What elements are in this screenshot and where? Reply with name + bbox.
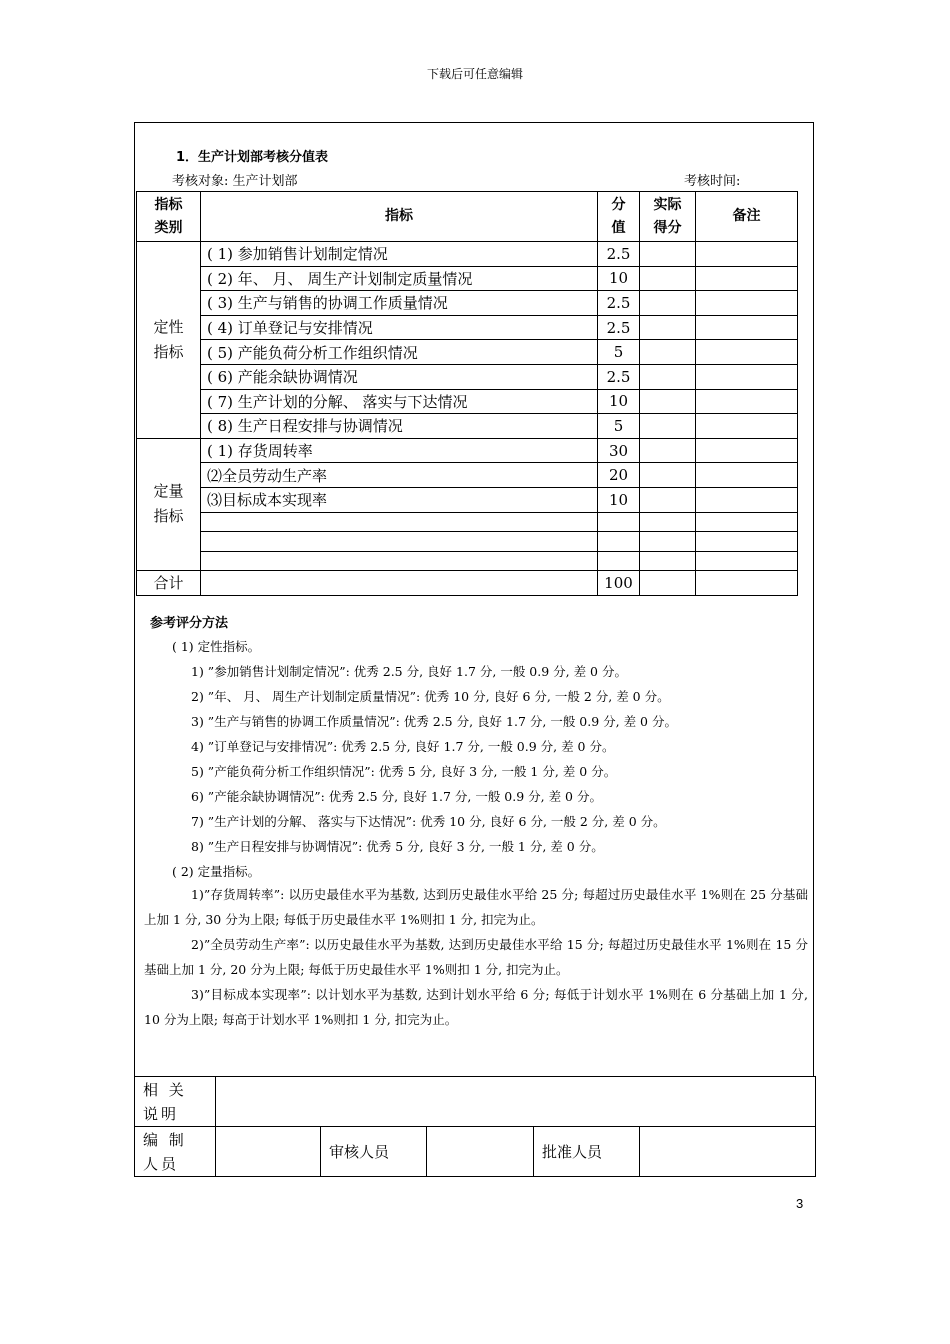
indicator-score: 2.5 — [598, 291, 640, 316]
indicator-name: ⑵全员劳动生产率 — [201, 463, 598, 488]
table-title: 1．生产计划部考核分值表 — [176, 150, 329, 165]
note-cell[interactable] — [696, 414, 798, 439]
indicator-name: ( 1) 存货周转率 — [201, 438, 598, 463]
actual-score-cell[interactable] — [640, 340, 696, 365]
qual-heading: ( 1) 定性指标。 — [172, 639, 261, 654]
indicator-row — [137, 291, 798, 316]
empty-cell[interactable] — [640, 532, 696, 552]
qual-item: 1) ”参加销售计划制定情况”: 优秀 2.5 分, 良好 1.7 分, 一般 0.9 分, 差 0 分。 — [191, 664, 627, 679]
col-actual-header: 实际得分 — [640, 192, 696, 242]
actual-score-cell[interactable] — [640, 242, 696, 267]
page-number: 3 — [796, 1196, 804, 1211]
note-cell[interactable] — [696, 242, 798, 267]
indicator-row — [137, 266, 798, 291]
note-cell[interactable] — [696, 291, 798, 316]
approver-value[interactable] — [640, 1127, 816, 1177]
indicator-name: ( 1) 参加销售计划制定情况 — [201, 242, 598, 267]
indicator-name: ( 5) 产能负荷分析工作组织情况 — [201, 340, 598, 365]
empty-cell[interactable] — [598, 512, 640, 532]
header-row — [137, 192, 798, 242]
indicator-row — [137, 364, 798, 389]
col-note-header: 备注 — [696, 192, 798, 242]
note-cell[interactable] — [696, 364, 798, 389]
category-quantitative-label: 定量指标 — [153, 482, 184, 526]
actual-score-cell[interactable] — [640, 364, 696, 389]
total-row — [137, 571, 798, 596]
indicator-score: 2.5 — [598, 364, 640, 389]
indicator-row — [137, 487, 798, 512]
indicator-score: 10 — [598, 389, 640, 414]
category-quantitative — [137, 438, 201, 570]
total-note[interactable] — [696, 571, 798, 596]
indicator-row — [137, 414, 798, 439]
category-qualitative-label: 定性指标 — [153, 317, 184, 361]
indicator-name: ( 7) 生产计划的分解、 落实与下达情况 — [201, 389, 598, 414]
qual-item: 6) ”产能余缺协调情况”: 优秀 2.5 分, 良好 1.7 分, 一般 0.9 分, 差 0 分。 — [191, 789, 602, 804]
indicator-score: 20 — [598, 463, 640, 488]
qual-item: 4) ”订单登记与安排情况”: 优秀 2.5 分, 良好 1.7 分, 一般 0.9 分, 差 0 分。 — [191, 739, 615, 754]
actual-score-cell[interactable] — [640, 438, 696, 463]
indicator-score: 10 — [598, 266, 640, 291]
methods-title: 参考评分方法 — [150, 616, 229, 631]
indicator-name: ( 6) 产能余缺协调情况 — [201, 364, 598, 389]
category-qualitative — [137, 242, 201, 439]
note-cell[interactable] — [696, 315, 798, 340]
actual-score-cell[interactable] — [640, 291, 696, 316]
quant-item: 1)”存货周转率”: 以历史最佳水平为基数, 达到历史最佳水平给 25 分; 每超过历史最佳水平 1%则在 25 分基础上加 1 分, 30 分为上限; 每低于历史最佳水平 1%则扣 1 分, 扣完为止。 — [144, 887, 808, 927]
indicator-row — [137, 438, 798, 463]
signature-row — [135, 1127, 816, 1177]
assessment-time: 考核时间: — [684, 174, 741, 189]
actual-score-cell[interactable] — [640, 463, 696, 488]
empty-cell[interactable] — [201, 512, 598, 532]
indicator-name: ( 2) 年、 月、 周生产计划制定质量情况 — [201, 266, 598, 291]
quant-item: 2)”全员劳动生产率”: 以历史最佳水平为基数, 达到历史最佳水平给 15 分; 每超过历史最佳水平 1%则在 15 分基础上加 1 分, 20 分为上限; 每低于历史最佳水平 1%则扣 1 分, 扣完为止。 — [144, 937, 808, 977]
indicator-score: 2.5 — [598, 315, 640, 340]
empty-cell[interactable] — [640, 551, 696, 571]
score-table — [136, 191, 798, 596]
total-actual[interactable] — [640, 571, 696, 596]
empty-cell[interactable] — [598, 532, 640, 552]
qual-item: 2) ”年、 月、 周生产计划制定质量情况”: 优秀 10 分, 良好 6 分, 一般 2 分, 差 0 分。 — [191, 689, 670, 704]
assessment-object: 考核对象: 生产计划部 — [172, 174, 298, 189]
empty-cell[interactable] — [598, 551, 640, 571]
empty-cell[interactable] — [696, 512, 798, 532]
page-header: 下载后可任意编辑 — [426, 67, 523, 81]
col-score-header: 分值 — [598, 192, 640, 242]
empty-cell[interactable] — [201, 551, 598, 571]
empty-cell[interactable] — [201, 532, 598, 552]
indicator-score: 5 — [598, 340, 640, 365]
total-label: 合计 — [137, 571, 201, 596]
qual-item: 3) ”生产与销售的协调工作质量情况”: 优秀 2.5 分, 良好 1.7 分, 一般 0.9 分, 差 0 分。 — [191, 714, 677, 729]
empty-cell[interactable] — [696, 551, 798, 571]
note-cell[interactable] — [696, 438, 798, 463]
compiler-value[interactable] — [216, 1127, 321, 1177]
note-cell[interactable] — [696, 266, 798, 291]
total-blank — [201, 571, 598, 596]
actual-score-cell[interactable] — [640, 315, 696, 340]
indicator-name: ( 3) 生产与销售的协调工作质量情况 — [201, 291, 598, 316]
reviewer-label: 审核人员 — [321, 1127, 427, 1177]
actual-score-cell[interactable] — [640, 266, 696, 291]
indicator-row — [137, 315, 798, 340]
reviewer-value[interactable] — [427, 1127, 534, 1177]
indicator-row — [137, 463, 798, 488]
note-cell[interactable] — [696, 463, 798, 488]
note-cell[interactable] — [696, 487, 798, 512]
indicator-name: ⑶目标成本实现率 — [201, 487, 598, 512]
note-cell[interactable] — [696, 340, 798, 365]
col-indicator-header: 指标 — [201, 192, 598, 242]
indicator-name: ( 4) 订单登记与安排情况 — [201, 315, 598, 340]
actual-score-cell[interactable] — [640, 487, 696, 512]
qual-item: 5) ”产能负荷分析工作组织情况”: 优秀 5 分, 良好 3 分, 一般 1 分, 差 0 分。 — [191, 764, 617, 779]
indicator-name: ( 8) 生产日程安排与协调情况 — [201, 414, 598, 439]
indicator-score: 10 — [598, 487, 640, 512]
signature-table — [134, 1076, 816, 1177]
empty-cell[interactable] — [696, 532, 798, 552]
col-category-header: 指标类别 — [137, 192, 201, 242]
empty-cell[interactable] — [640, 512, 696, 532]
empty-row — [137, 532, 798, 552]
qual-item: 7) ”生产计划的分解、 落实与下达情况”: 优秀 10 分, 良好 6 分, 一般 2 分, 差 0 分。 — [191, 814, 666, 829]
related-row — [135, 1077, 816, 1127]
approver-label: 批准人员 — [534, 1127, 640, 1177]
related-value[interactable] — [216, 1077, 816, 1127]
indicator-row — [137, 389, 798, 414]
indicator-row — [137, 242, 798, 267]
quant-heading: ( 2) 定量指标。 — [172, 864, 261, 879]
quant-item: 3)”目标成本实现率”: 以计划水平为基数, 达到计划水平给 6 分; 每低于计划水平 1%则在 6 分基础上加 1 分, 10 分为上限; 每高于计划水平 1%则扣 1 分, 扣完为止。 — [144, 987, 808, 1027]
actual-score-cell[interactable] — [640, 389, 696, 414]
empty-row — [137, 551, 798, 571]
total-score: 100 — [598, 571, 640, 596]
indicator-score: 2.5 — [598, 242, 640, 267]
qual-item: 8) ”生产日程安排与协调情况”: 优秀 5 分, 良好 3 分, 一般 1 分, 差 0 分。 — [191, 839, 604, 854]
indicator-score: 30 — [598, 438, 640, 463]
empty-row — [137, 512, 798, 532]
related-label: 相 关 说明 — [135, 1077, 216, 1127]
note-cell[interactable] — [696, 389, 798, 414]
indicator-row — [137, 340, 798, 365]
compiler-label: 编 制 人员 — [135, 1127, 216, 1177]
actual-score-cell[interactable] — [640, 414, 696, 439]
indicator-score: 5 — [598, 414, 640, 439]
